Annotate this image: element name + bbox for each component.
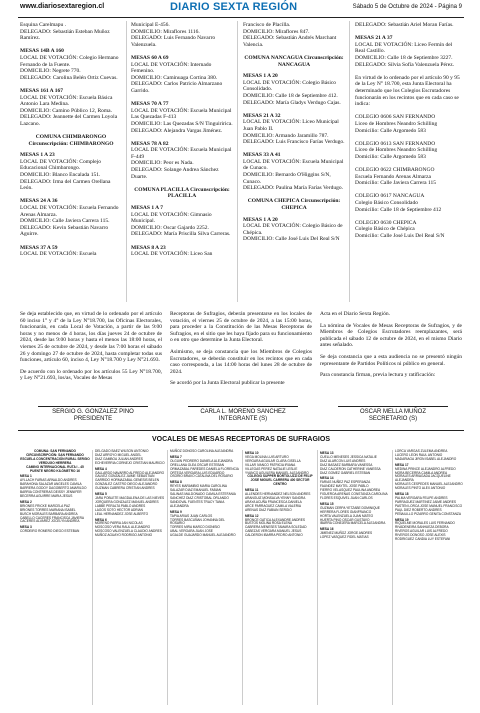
mesa-number: MESA 10 [245,451,259,455]
vocal-name: PARRAGUEZ MARTINEZ JAIME ANDRES [395,499,456,504]
location-line: LOCAL DE VOTACIÓN: Colegio Hermano Fernando de la Fuente. [20,54,119,68]
vocal-name: IBARRA CONEJERA MARCELA ALEJANDRA [320,521,386,526]
location-block [355,114,463,134]
mesas-range: MESAS 70 A 77 [131,101,169,108]
location-line: LOCAL DE VOTACIÓN: Escuela Municipal Las Quezadas F-413 [131,107,232,121]
location-block [355,35,463,68]
location-line: LOCAL DE VOTACIÓN: Escuela [20,251,97,258]
mesa-number: MESA 13 [320,451,334,455]
signature-block [38,406,148,424]
vocal-name: MORALES PINTO ALEX ANTONIO [395,486,446,491]
column-divider [237,21,238,302]
mesas-range: MESAS 60 A 69 [131,54,169,61]
vocal-name: VEGA MOLINA LUIS ARTURO [245,454,289,459]
vocal-name: RIVADENEIRA SANHUEZA DEBORA [395,525,449,530]
prose-paragraph: Se deja establecido que, en virtud de lo ordenado por el artículo 60 inciso 1° y 4° de la Ley N°18.700, las Oficinas Electorales, funcionarán, en cada Local de Votación, a partir de las 9:00 horas y no menos de 4 horas, los días jueves 24 de octubre de 2024, desde las 9:00 horas y hasta el menos las 18:00 horas, el viernes 25 de octubre de 2024, y desde las 7:00 horas el sábado 26 y domingo 27 de octubre de 2024, hasta completar todas sus funciones, artículo 60, inciso 4, Ley N°18.700 y Ley N°21.693. [20,311,162,364]
newspaper-name: DIARIO SEXTA REGIÓN [170,1,298,13]
location-block [20,22,122,42]
vocal-name: DIAZ ARROYO MIGUEL ANGEL [95,452,142,457]
vocal-name: MUÑOZ AGUAYO RODRIGO ANTONIO [95,533,153,538]
location-line: DELEGADO: Sebastián Ariel Moran Farías. [355,22,454,28]
mesas-range: MESAS 14B A 160 [20,48,64,55]
vocales-column [320,450,390,540]
location-line: DELEGADO: Sebastián Andrés Marchant Valencia. [243,35,337,48]
vocal-name: DIAZ GOMEZ GABRIEL ESTEBAN [320,470,371,475]
signature-line [38,406,148,407]
vocal-name: BUSCH MORALES BARBARA ANDREA [20,511,78,516]
vocal-name: REYES MARAMBIO MARIA CAROLINA [170,484,228,489]
location-line: DELEGADO: Alejandra Vargas Jiménez. [131,127,223,134]
location-block [355,75,463,108]
location-line: DOMICILIO: Oscar Gajardo 2252. [131,224,209,231]
location-column [131,22,233,264]
vocal-name: HERRERA FLORES GIANFRANCO [320,509,372,514]
mesas-range: MESAS 8 A 23 [131,244,166,251]
location-line: LOCAL DE VOTACIÓN: Escuela Básica Antonio Lara Medina. [20,94,113,108]
vocal-name: LOPEZ VASQUEZ FIDEL MATIAS [320,535,369,540]
vocal-name: YVANCO AGUILERA MANUEL ALEJANDRO [245,470,309,475]
location-block [131,22,233,48]
mesas-range: MESAS 1 A 23 [20,152,55,159]
signer-role: PRESIDENTE [73,416,113,423]
vocales-column [170,450,240,538]
location-line: Domicilio: Calle José Luis Del Real S/N [355,233,445,239]
location-block [20,88,122,128]
vocal-name: ECHEVERRIA CORNEJO CRISTIAN MAURICIO [95,460,165,465]
location-block [20,245,122,258]
mesa-number: MESA 19 [395,517,409,522]
location-line: Liceo de Hombres Neandro Schilling [355,147,438,154]
location-line: LOCAL DE VOTACIÓN: Gimnasio Municipal. [131,211,212,225]
vocal-name: HORTA VALENZUELA JUAN MATEO [320,513,374,518]
vocal-name: MADARIAGA JIRON ISABEL ALEJANDRO [395,456,457,461]
vocal-name: GARRIDO HORMAZABAL GENESIS BELEN [95,478,160,483]
vocal-name: ARENAS DIAZ FABIAN SERGIO [245,507,292,512]
column-divider [167,450,168,705]
vocal-name: SANDOVAL FUENTES TRACY TANIA ALEJANDRA [170,499,225,508]
vocal-name: DIAZ GAMBOA JULIAN ANDRES [95,456,143,461]
location-line: Domicilio: Calle Argomedo 583 [355,153,426,160]
signer-name: SERGIO G. GONZALEZ PINO [52,409,134,415]
vocal-name: DIAZ BASAEZ BARBARA VANESSA [320,462,373,467]
location-line: COLEGIO 0622 CHIMBARONGO [355,167,435,174]
signer-role: INTEGRANTE (S) [218,416,268,423]
column-divider [242,450,243,705]
column-divider [392,450,393,705]
vocal-name: OSORIO BRAVO CATALINA DEL ROSARIO [170,474,233,479]
location-line: DELEGADO: Carolina Belén Ortiz Cuevas. [20,74,118,81]
vocal-name: DELGADO BAEZ WILSON ANTONIO [95,449,149,453]
location-line: COLEGIO 0613 SAN FERNANDO [355,140,436,147]
location-block [355,141,463,161]
vocal-name: BUSTOS MOLINA ROSA ELENA [245,521,293,526]
location-line: LOCAL DE VOTACIÓN: Liceo San [131,251,213,258]
vocal-name: VILLAR IVANCO PATRICIA IRIANA [245,462,296,467]
location-block [243,73,345,106]
location-line: DOMICILIO: Calle José Luis Del Real S/N [243,236,340,243]
location-line: DOMICILIO: Peor es Nada. [131,160,194,167]
vocal-name: LEAL HERNANDEZ JOSE ALBERTO [95,511,149,516]
vocal-name: DIAZ CALDERON CATHERINE VANESSA [320,466,381,471]
location-block [243,113,345,146]
location-line: Liceo de Hombres Neandro Schilling [355,120,438,127]
location-block [355,193,463,213]
location-line: LOCAL DE VOTACIÓN: Liceo Municipal Juan Pablo II. [243,119,339,132]
location-line: DOMICILIO: Calle 18 de Septiembre 412. [243,92,338,99]
vocal-name: MOSCOSO VERA RAUL ALEJANDRO [95,525,151,530]
vocal-name: MORALES CESPEDES MANUEL ALEJANDRO [395,482,463,487]
location-line: DELEGADO: Luis Fernando Navarro Valenzuela. [131,35,216,48]
vocal-name: SALAZAR DIAZ EMANUEL FABIAN [170,488,222,493]
mesas-range: MESAS 1 A 7 [131,205,163,212]
vocales-column [20,450,90,534]
location-block [20,198,122,238]
vocal-name: ARANGUIZ MONSALVA YENNY SANDRA [245,495,306,500]
vocal-name: RIVEROS DONOSO JOSE ALEXIS [395,533,446,538]
location-block [355,22,463,29]
location-line: Colegio Básico Consolidado [355,200,418,207]
vocal-name: SALINAS MALDONADO CAMILA ESTEFANIA [170,492,236,497]
location-line: DELEGADO: Luis Francisco Farías Verdugo. [243,139,345,146]
comuna-heading: COMUNA CHEPICA Circunscripción: CHEPICA [247,198,341,212]
mesas-range: MESAS 37 A 59 [20,244,58,251]
prose-paragraph: Receptoras de Sufragios, deberán presentarse en los locales de votación, el viernes 25 de octubre de 2024, a las 15:00 horas, para proceder a la Constitución de las Mesas Receptoras de Sufragios, en el sitio que les haya fijado para su funcionamiento o en otro que determine la Junta Electoral. [170,311,312,344]
signature-line [188,406,298,407]
location-line: Colegio Básico de Chépica [355,226,415,233]
vocal-name: MORENO PARRA JAN NICOLAS [95,521,143,526]
vocal-name: TAPIA ARIAS JUAN CARLOS [170,513,213,518]
vocal-name: BRONCE GATICA ALEXANDRE ANDRES [245,517,305,522]
prose-paragraph: Acta en el Diario Sexta Región. [320,311,390,317]
signer-name: OSCAR MELLA MUÑOZ [359,409,426,415]
mesas-range: MESAS 78 A 82 [131,140,169,147]
vocal-name: PAUL DIEZ ROBERTO ANDRES [395,507,442,512]
vocal-name: MORA BECERRA CAMILA ANDREA [395,470,448,475]
vocal-name: PALMA VERGARA FELIPE ANDRES [395,495,448,500]
mesa-number: MESA 14 [320,476,334,481]
prose-paragraph: Asimismo, se deja constancia que los Miembros de Colegios Escrutadores, se deberán constituir en los recintos que en cada caso corresponda, a las 14:00 horas del lunes 28 de octubre de 2024. [170,348,312,375]
location-line: DOMICILIO: Calle 18 de Septiembre 3227. [355,54,453,61]
vocal-name: GALLARDO NAVARRO ALFREDO ALEJANDRO [95,470,165,475]
location-line: En virtud de lo ordenado por el artículo 90 y 95 de la Ley N° 18.700, esta Junta Electoral ha determinado que los Colegios Escrutadores funcionarán en los recintos que en cada caso se indica: [355,74,460,108]
location-line: DELEGADO: Carlos Patricio Almarzano Garrido. [131,81,223,94]
vocal-name: ARCE PARRAGUEZ CAMILA VALERIA [245,503,302,508]
mesa-number: MESA 1 [20,474,32,479]
header-divider [18,17,464,18]
location-block [243,217,345,243]
prose-column [20,311,162,387]
vocal-name: BARAHONA SALAZAR ANGELES CAMILA [20,482,82,487]
location-line: DELEGADO: María Gladys Verdugo Cajas. [243,99,341,106]
vocales-column [245,450,315,538]
prose-column [170,311,312,392]
vocal-name: ARAYA ACUÑA FRANCESCA DANIELA [245,499,302,504]
vocal-name: ORTEGA VERGARA LUIS EDUARDO [170,470,225,475]
vocal-name: HUERTA PINO OSCAR GUSTAVO [320,517,370,522]
prose-column [320,311,462,384]
mesa-number: MESA 2 [20,499,32,504]
location-heading: COMUNA: SAN FERNANDO [34,449,76,453]
location-line: DELEGADO: Irma del Carmen Orellana León. [20,178,111,192]
vocal-name: CABELLO CACERES FRANCISCA JAVIERA [20,515,85,520]
location-column [20,22,122,264]
location-line: COLEGIO 0606 SAN FERNANDO [355,114,436,121]
page-header [0,0,480,16]
location-column [243,22,345,250]
vocal-name: VILLEGAS PEREZ NATALIE LESLIE [245,466,298,471]
location-line: DELEGADO: Silvia Sofía Valenzuela Pérez. [355,61,455,68]
mesa-number: MESA 12 [245,513,259,518]
mesas-range: MESAS 161 A 167 [20,87,63,94]
location-line: DELEGADO: Sebastián Esteban Muñoz Ramírez. [20,28,110,42]
prose-paragraph: Se deja constancia que a esta audiencia no se presentó ningún representante de Partidos Políticos ni público en general. [320,353,462,367]
vocal-name: CABEZAS VERGARA MANUEL JESUS [245,529,302,534]
vocal-name: FARIAS NUÑEZ PAZ ESPERANZA [320,480,371,485]
signer-role: SECRETARIO (S) [368,416,418,423]
vocal-name: CABRERA MENESES TAMARA SOLEDAD [245,525,307,530]
location-line: DELEGADO: Paulina María Farías Verdugo. [243,185,343,192]
vocal-name: LABBE PERALTA PABLO ANDRES [95,503,146,508]
vocal-name: BRIONES TORRES MARIANA ISABEL [20,507,76,512]
vocal-name: RIVEROS AGUILAR LUIS ALFREDO [395,529,448,534]
vocal-name: ORELLANA OLEA OSCAR ESTEBAN [170,462,225,467]
column-divider [317,450,318,705]
location-line: DOMICILIO: Camino Público 12, Roma. [20,107,112,114]
location-line: COLEGIO 0630 CHEPICA [355,219,417,226]
vocal-name: PEÑAILILLO PIZARRO GENITA CONSTANZA [395,511,461,516]
vocal-name: CALDERON IBARRA PEDRO ANTONIO [245,533,303,538]
date-page: Sábado 5 de Octubre de 2024 - Página 9 [352,4,462,10]
location-heading: ESCUELA CONCENTRACIÓN RURAL SERGIO VERDUGO HERRERA [20,456,90,465]
location-line: Esquina Carelmapu . [20,22,66,28]
signer-name: CARLA L. MORENO SANCHEZ [200,409,286,415]
section-divider [18,430,464,431]
location-line: LOCAL DE VOTACIÓN: Colegio Básico Consolidado. [243,79,337,93]
vocal-name: FLORES ESQUIVEL JUAN CARLOS [320,495,373,500]
vocal-name: MORALES ARRIAGADA JACQUELINE ALEJANDRA [395,474,451,483]
location-line: LOCAL DE VOTACIÓN: Liceo Fermín del Real Castillo. [355,41,453,55]
location-line: DELEGADO: Kevin Sebastián Navarro Aguirre. [20,224,109,238]
location-line: Domicilio: Calle Argomedo 583 [355,127,426,134]
prose-paragraph: La nómina de Vocales de Mesas Receptoras de Sufragios, y de Miembros de Colegios Escrutadores reemplazantes, será publicada el sábado 12 de octubre de 2024, en el mismo Diario antes señalado. [320,322,462,349]
location-block [243,22,345,48]
vocal-name: SANCHEZ DIAZ CRISTOBAL ORLANDO [170,495,229,500]
mesa-number: MESA 5 [95,492,107,497]
vocal-name: LUCERO LEON RAUL ANTONIO [395,452,443,457]
mesa-number: MESA 7 [170,454,182,459]
mesa-number: MESA 8 [170,480,182,485]
location-line: DOMICILIO: Miraflores 847. [243,28,310,35]
prose-paragraph: Se acordó por la Junta Electoral publicar la presente [170,380,285,387]
vocales-column [95,450,165,538]
location-line: DOMICILIO: Armando Jaramillo 787. [243,132,329,139]
mesas-range: MESAS 33 A 41 [243,152,281,159]
vocal-name: CORDEIRO ROMERO DIEGO ESTEBAN [20,529,80,534]
vocal-name: FIGUEROA ARENAS CONSTANZA CAROLINA [320,492,388,497]
vocal-name: LAGOS SOTO HECTOR ADRIAN [95,507,143,512]
location-line: DELEGADO: Jeannette del Carmen Loyola Lazcano. [20,114,118,127]
vocal-name: UBAL VERGARA JUAN JOSE [170,529,213,534]
location-line: LOCAL DE VOTACIÓN: Complejo Educacional Chimbarongo. [20,158,101,172]
mesa-number: MESA 17 [395,462,409,467]
comuna-heading: COMUNA PLACILLA Circunscripción: PLACILLA [134,186,230,200]
mesa-number: MESA 16 [320,527,334,532]
signature-block [338,406,448,424]
vocal-name: VERGARA AGUILAR CLARA GISELLA [245,458,301,463]
vocal-name: BECERRA AGUIRRE MARIA JESUS [20,493,73,498]
vocal-name: BARRIA CONTRERAS DEISSY JENNIFER [20,490,82,495]
vocales-column [395,450,465,542]
vocal-name: TORRES BASCUÑAN JOHANNA DEL ROSARIO [170,517,225,526]
vocal-name: UGALDE GUAJARDO MANUEL ALEJANDRO [170,533,236,538]
location-line: DELEGADO: Solange Andrea Sánchez Duarte. [131,167,219,180]
location-block [131,141,233,181]
comuna-heading: COMUNA CHIMBARONGO Circunscripción: CHIMBARONGO [28,134,114,147]
location-block [355,220,463,240]
location-block [243,152,345,192]
location-line: Municipal E-456. [131,22,170,28]
location-line: DOMICILIO: Negrete 770. [20,68,81,75]
mesa-number: MESA 6 [95,517,107,522]
vocal-name: MOSCOSO VALENZUELA CLAUDIO ANDRES [95,529,162,534]
mesa-number: MESA 18 [395,492,409,497]
location-line: DOMICILIO: Calle Javiera Carrera 115. [20,218,110,225]
vocal-name: JORQUERA GONZALEZ MANUEL ANDRES [95,499,159,504]
vocal-name: CACERES ALVAREZ JOCELYN ANDREA [20,519,80,524]
location-line: LOCAL DE VOTACIÓN: Escuela Municipal F-449 [131,147,232,160]
vocal-name: LORCA VARGAS ZULEMA ANDREA [395,449,448,453]
location-block [131,245,233,258]
location-line: COLEGIO 0617 NANCAGUA [355,193,425,200]
location-heading: CIRCUNSCRIPCIÓN: SAN FERNANDO [26,452,84,457]
location-block [20,152,122,192]
vocal-name: FAUNDEZ MAYTEL JOSE PABLO [320,484,369,489]
location-line: Escuela Fernando Arenas Almarza [355,173,431,180]
vocal-name: DIAZ ALARCON LUIS ANDRES [320,458,366,463]
mesa-number: MESA 9 [170,509,182,514]
location-column [355,22,463,246]
location-line: LOCAL DE VOTACIÓN: Escuela Municipal de Cunaco. [243,158,344,172]
location-block [355,167,463,187]
vocal-name: ALLENDES HERNANDEZ NELSON ANDRES [245,492,311,497]
signature-block [188,406,298,424]
location-line: Domicilio: Calle 18 de Septiembre 412 [355,206,442,213]
location-line: Domicilio: Calle Javiera Carrera 115 [355,180,437,187]
mesa-number: MESA 4 [95,466,107,471]
vocal-name: PASTEN LORCA JOSE MANUEL FRANCISCO [395,503,463,508]
location-line: DOMICILIO: Caminuaga Cortina 380. [131,74,218,81]
vocal-name: RIQUELME MORALES LUIS FERNANDO [395,521,455,526]
vocal-name: CUELLO MENESES JESSICA NATALIE [320,454,377,459]
signature-line [338,406,448,407]
mesa-number: MESA 15 [320,501,334,506]
vocal-name: GUZMAN CERPA YETZABE DOMINIQUE [320,505,380,510]
column-divider [92,450,93,705]
vocal-name: GUZMAN CABRERA CRISTIAN ANDRES [95,486,155,491]
location-line: LOCAL DE VOTACIÓN: Internado Femenino. [131,61,212,75]
mesa-number: MESA 3 [20,525,32,530]
vocal-name: GALVEZ GONZALEZ JAIME SEBASTIAN [95,474,155,479]
mesa-number: MESA 11 [245,488,259,493]
location-block [131,101,233,134]
vocal-name: AYLLACH FARIAS ARNALDO ANDRES [20,478,77,483]
vocal-name: MUÑOZ DONOSO CAROLINA ALEJANDRA [170,449,234,453]
location-line: Francisco de Placilla. [243,22,291,28]
mesas-range: MESAS 1 A 20 [243,73,278,80]
vocal-name: OLGUIN PEDRERO DANIELA ALEJANDRA [170,458,233,463]
vocal-name: BARRERA GODOY DAGOBERTO AMARILDO [20,486,87,491]
vocal-name: GONZALEZ CASTRO DIEGO ALEJANDRO [95,482,158,487]
vocal-name: ORMAZABAL PAREDES DANIELA FLORENCIA [170,466,239,471]
location-heading: JOSE MIGUEL CARRERA 400 SECTOR CENTRO [250,478,310,487]
location-heading: CAMINO INTERNACIONAL RUTA I - 45 PUENTE NEGRO KILÓMETRO 16 [26,464,84,473]
location-block [20,48,122,81]
vocal-name: JARA POBLETE MAGDALENA DE LAS NIEVES [95,495,165,500]
location-block [131,55,233,95]
column-divider [126,21,127,302]
location-line: DOMICILIO: Bernardo O'Higgins S/N, Cunaco. [243,172,331,185]
vocal-name: BRIONES FRICKE MARCELA PAZ [20,503,70,508]
location-heading: COLEGIO SUPPER BORTOLUZZI DE FELIP [247,474,313,479]
location-line: DELEGADO: María Priscilla Silva Carreras. [131,231,231,238]
location-line: LOCAL DE VOTACIÓN: Escuela Fernando Arenas Almarza. [20,205,119,218]
location-line: DOMICILIO: Las Quezadas S/N Tinguiririca. [131,120,233,127]
comuna-heading: COMUNA NANCAGUA Circunscripción: NANCAGUA [244,54,344,68]
prose-paragraph: De acuerdo con lo ordenado por los artículos 55 Ley N°18.700, y Ley N°21.693, los/as, Vocales de Mesas [20,368,162,382]
vocal-name: TORRES MIRA MARCO DIONISIO [170,525,220,530]
column-divider [349,21,350,302]
mesas-range: MESAS 21 A 32 [243,112,281,119]
mesas-range: MESAS 1 A 20 [243,216,278,223]
location-line: LOCAL DE VOTACIÓN: Colegio Básico de Chépica. [243,223,343,236]
mesas-range: MESAS 24 A 36 [20,198,58,205]
vocal-name: MEDINA PRINCE ALEJANDRO ALFREDO [395,466,456,471]
location-line: DOMICILIO: Blanco Encalada 151. [20,172,101,179]
location-block [131,205,233,238]
vocal-name: JIMENEZ MUÑOZ JORGE ANDRES [320,531,373,536]
mesas-range: MESAS 21 A 37 [355,35,393,42]
location-line: DOMICILIO: Miraflores 1116. [131,28,200,35]
vocal-name: RODRIGUEZ CANDIA LUY ESTEFANI [395,537,451,542]
vocales-title: VOCALES DE MESAS RECEPTORAS DE SUFRAGIOS [151,436,330,443]
vocal-name: FIERRO VELASQUEZ PAULINA ANDREA [320,488,381,493]
site-url[interactable]: www.diariosextaregion.cl [20,3,105,10]
prose-paragraph: Para constancia firman, previa lectura y ratificación: [320,372,436,379]
